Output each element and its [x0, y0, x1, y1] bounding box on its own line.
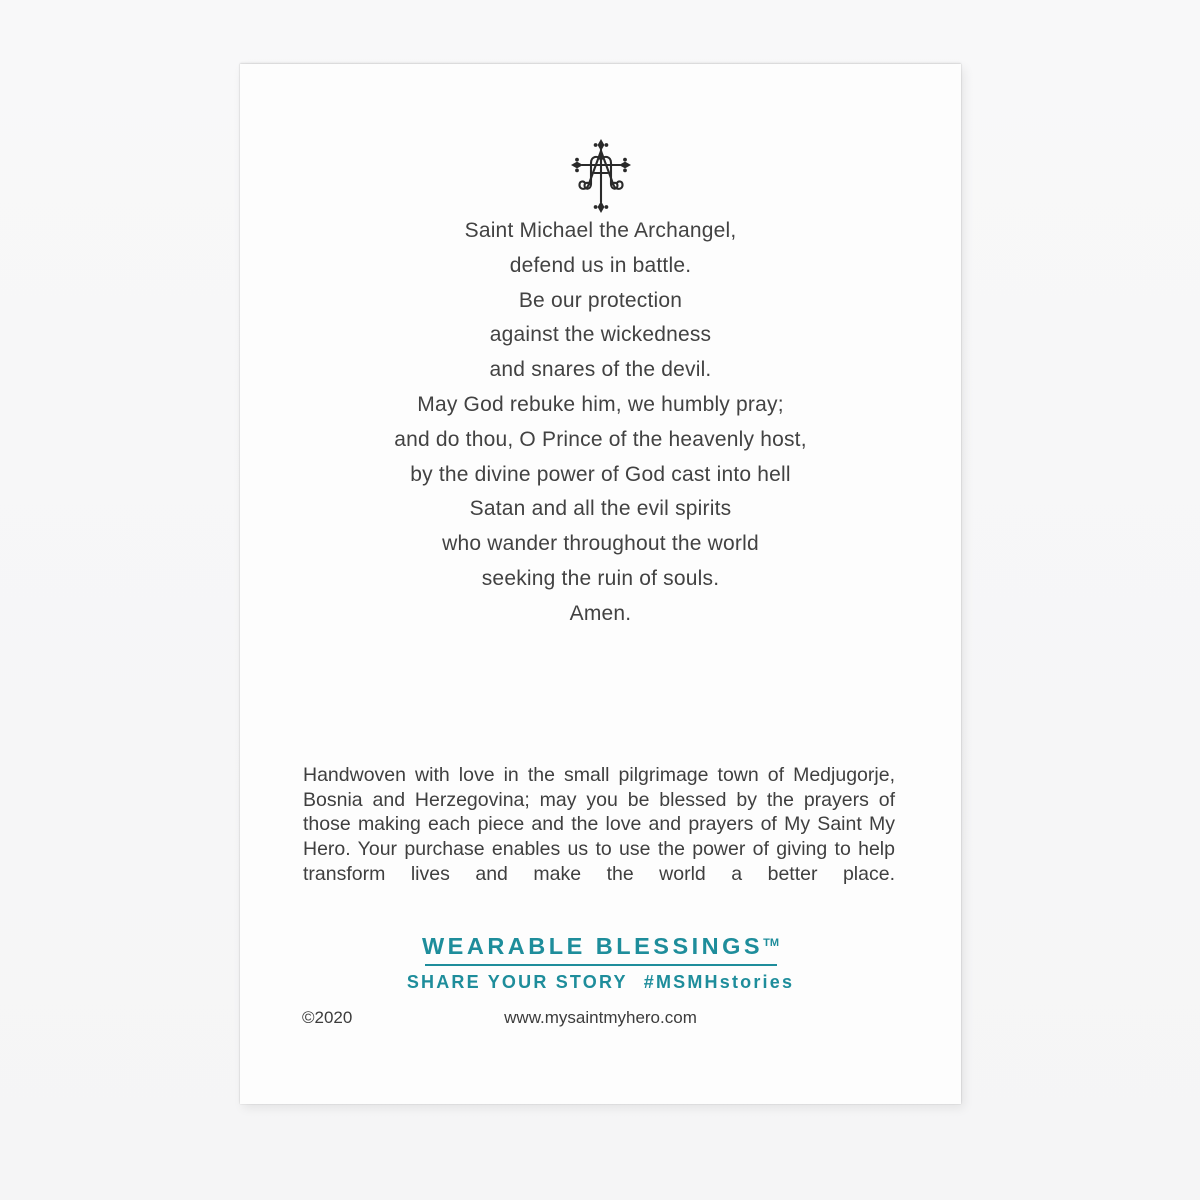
prayer-line: May God rebuke him, we humbly pray;: [417, 392, 784, 416]
wordmark-text: WEARABLE BLESSINGS: [422, 933, 764, 959]
copyright-text: ©2020: [302, 1008, 353, 1027]
website-url: www.mysaintmyhero.com: [504, 1008, 697, 1027]
prayer-line: Satan and all the evil spirits: [469, 497, 732, 521]
wearable-blessings-wordmark: [240, 933, 961, 960]
prayer-line: and do thou, O Prince of the heavenly host,: [394, 427, 807, 451]
prayer-line: Saint Michael the Archangel,: [464, 219, 737, 242]
description-paragraph: Handwoven with love in the small pilgrimage town of Medjugorje, Bosnia and Herzegovina; may you be blessed by the prayers of those making each piece and the love and prayers of My Saint My Hero. Your purchase enables us to use the power of giving to help transform lives and make the world a better place.: [303, 764, 895, 885]
brand-tagline: [240, 972, 961, 993]
card-footer: [300, 1008, 901, 1032]
prayer-line: who wander throughout the world: [442, 532, 759, 556]
prayer-line: Amen.: [569, 601, 632, 625]
brand-block: [240, 933, 961, 993]
wordmark-underline: [425, 964, 777, 966]
prayer-card: [240, 64, 961, 1104]
tagline-hashtag: #MSMHstories: [643, 972, 795, 992]
prayer-line: against the wickedness: [489, 323, 712, 347]
prayer-line: by the divine power of God cast into hell: [410, 462, 791, 486]
prayer-line: defend us in battle.: [509, 253, 692, 277]
prayer-line: and snares of the devil.: [489, 358, 712, 382]
auspice-maria-monogram-icon: [569, 138, 633, 216]
prayer-line: seeking the ruin of souls.: [481, 566, 720, 590]
saint-michael-prayer: [240, 214, 961, 632]
tagline-share-your-story: SHARE YOUR STORY: [406, 972, 628, 992]
trademark-symbol: TM: [763, 937, 779, 949]
prayer-line: Be our protection: [518, 288, 683, 312]
